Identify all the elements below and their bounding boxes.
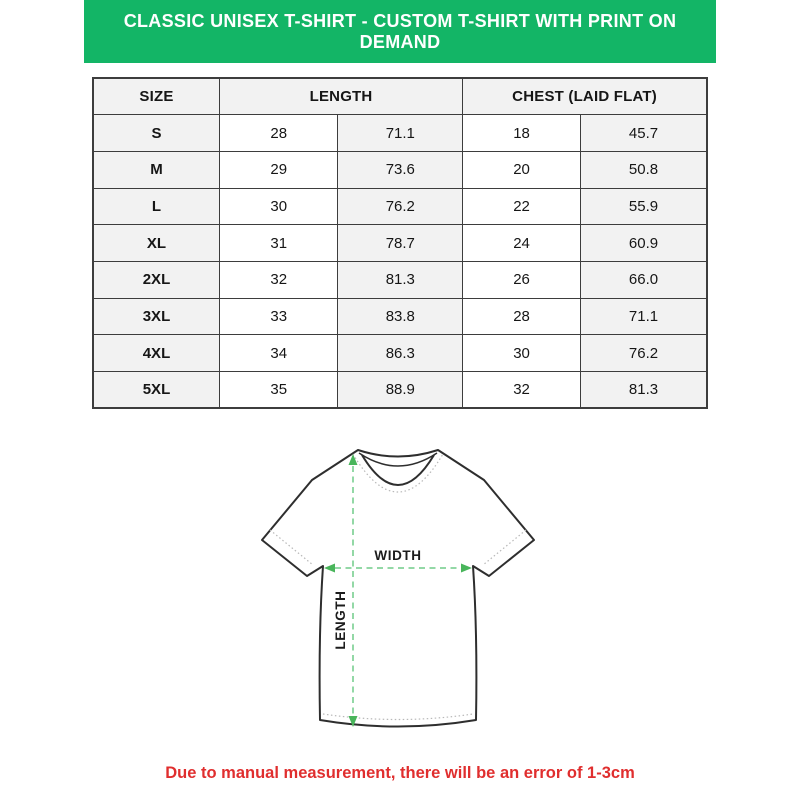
- length-in-cell: 32: [219, 261, 338, 298]
- length-cm-cell: 71.1: [338, 115, 463, 152]
- table-row: [93, 151, 707, 188]
- chest-cm-cell: 60.9: [580, 225, 707, 262]
- chest-in-cell: 32: [463, 372, 581, 409]
- length-in-cell: 33: [219, 298, 338, 335]
- chest-cm-cell: 55.9: [580, 188, 707, 225]
- title-banner: [84, 0, 716, 63]
- size-cell: M: [93, 151, 219, 188]
- chest-in-cell: 28: [463, 298, 581, 335]
- length-cm-cell: 83.8: [338, 298, 463, 335]
- length-cm-cell: 78.7: [338, 225, 463, 262]
- size-cell: L: [93, 188, 219, 225]
- header-chest: CHEST (LAID FLAT): [463, 78, 707, 115]
- size-cell: XL: [93, 225, 219, 262]
- page-title: CLASSIC UNISEX T-SHIRT - CUSTOM T-SHIRT WITH PRINT ON DEMAND: [123, 10, 677, 52]
- header-size: SIZE: [93, 78, 219, 115]
- chest-in-cell: 18: [463, 115, 581, 152]
- length-in-cell: 29: [219, 151, 338, 188]
- length-cm-cell: 76.2: [338, 188, 463, 225]
- chest-cm-cell: 81.3: [580, 372, 707, 409]
- footnote: [0, 764, 800, 783]
- length-in-cell: 34: [219, 335, 338, 372]
- footnote-text: Due to manual measurement, there will be an error of 1-3cm: [165, 764, 635, 782]
- table-header-row: [93, 78, 707, 115]
- header-length: LENGTH: [219, 78, 462, 115]
- length-cm-cell: 88.9: [338, 372, 463, 409]
- chest-in-cell: 22: [463, 188, 581, 225]
- chest-in-cell: 20: [463, 151, 581, 188]
- table-row: [93, 225, 707, 262]
- table-row: [93, 372, 707, 409]
- table-row: [93, 261, 707, 298]
- width-label: WIDTH: [374, 548, 422, 563]
- length-in-cell: 30: [219, 188, 338, 225]
- chest-cm-cell: 45.7: [580, 115, 707, 152]
- table-row: [93, 335, 707, 372]
- length-cm-cell: 86.3: [338, 335, 463, 372]
- chest-cm-cell: 66.0: [580, 261, 707, 298]
- length-cm-cell: 81.3: [338, 261, 463, 298]
- tshirt-measurement-diagram: [248, 430, 548, 750]
- chest-cm-cell: 71.1: [580, 298, 707, 335]
- size-cell: 3XL: [93, 298, 219, 335]
- chest-cm-cell: 76.2: [580, 335, 707, 372]
- tshirt-drawing: [248, 430, 548, 750]
- length-in-cell: 31: [219, 225, 338, 262]
- length-label: LENGTH: [333, 590, 348, 650]
- table-row: [93, 298, 707, 335]
- length-cm-cell: 73.6: [338, 151, 463, 188]
- size-cell: S: [93, 115, 219, 152]
- chest-in-cell: 30: [463, 335, 581, 372]
- size-cell: 5XL: [93, 372, 219, 409]
- chest-in-cell: 26: [463, 261, 581, 298]
- chest-in-cell: 24: [463, 225, 581, 262]
- length-in-cell: 35: [219, 372, 338, 409]
- table-row: [93, 115, 707, 152]
- size-cell: 4XL: [93, 335, 219, 372]
- length-in-cell: 28: [219, 115, 338, 152]
- table-row: [93, 188, 707, 225]
- chest-cm-cell: 50.8: [580, 151, 707, 188]
- size-chart-table: [92, 77, 708, 409]
- size-cell: 2XL: [93, 261, 219, 298]
